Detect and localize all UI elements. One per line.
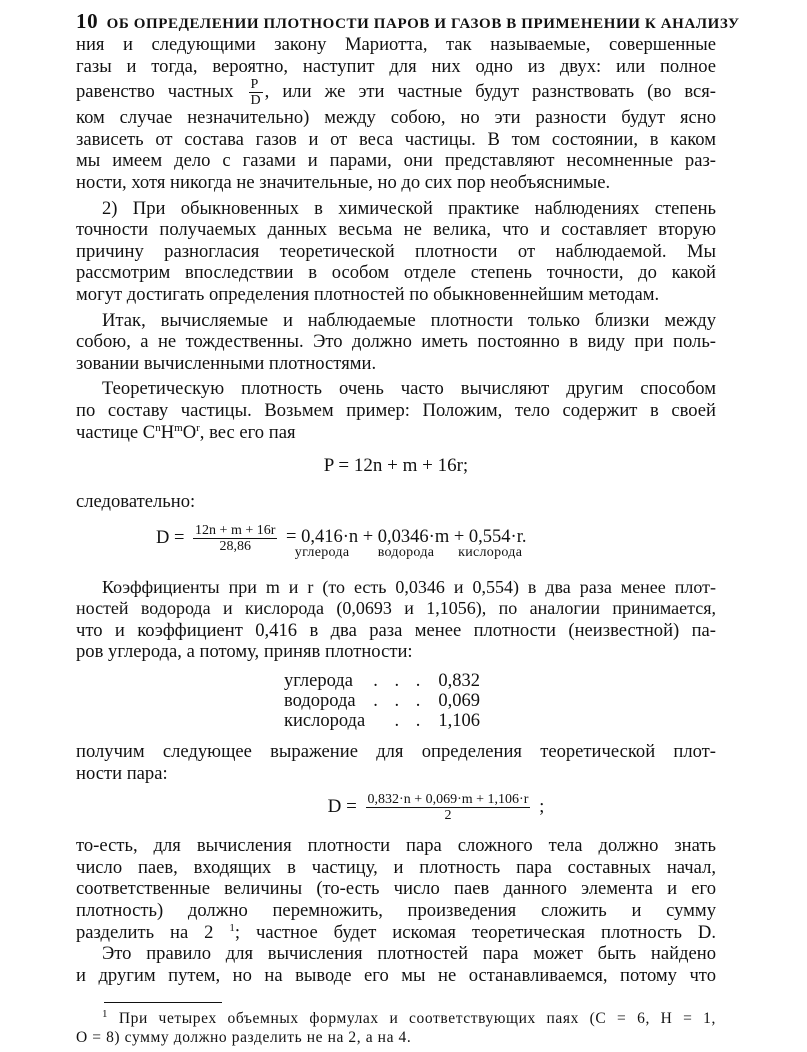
text-line: Коэффициенты при m и r (то есть 0,0346 и 0,554) в два раза менее плот- [102,576,716,597]
text-line: собою, а не тождественны. Это должно иметь постоянно в виду при поль- [76,331,716,353]
footnote-ref: 1 [229,921,235,934]
term-text: = 0,416·n [286,527,359,548]
equation-body [156,522,527,561]
fraction-denominator: D [250,93,261,109]
text-line: зовании вычисленными плотностями. [76,352,377,374]
paragraph-3 [76,310,716,375]
fraction-numerator: 0,832·n + 0,069·m + 1,106·r [367,792,529,808]
text-line: то-есть, для вычисления плотности пара сложного тела должно знать [76,835,716,857]
text-span: равенство частных [76,81,234,103]
text-line: следовательно: [76,491,196,513]
text-line: могут достигать определения плотностей по обыкновеннейшим методам. [76,283,660,305]
equation-lhs: D = [156,527,185,548]
text-line: 2) При обыкновенных в химической практике наблюдениях степень [102,197,716,219]
superscript: n [155,421,161,434]
text-span: H [160,421,175,443]
text-line [76,422,716,444]
term-carbon [286,527,359,561]
text-line: O = 8) сумму должно разделить не на 2, а на 4. [76,1029,412,1047]
leader-dots: . . [394,711,427,732]
text-line: соответственные величины (то-есть число паев данного элемента и его [76,878,716,900]
text-line: получим следующее выражение для определения теоретической плот- [76,741,716,763]
paragraph-7 [76,835,716,943]
equation-weight: P = 12n + m + 16r; [323,455,469,477]
element-name: водорода [284,691,356,712]
element-value: 1,106 [438,711,480,732]
text-line [76,77,716,107]
text-line [76,1009,716,1028]
page-number: 10 [76,9,99,33]
book-page [76,8,740,1047]
fraction-numerator: P [249,77,263,93]
text-line: точности получаемых данных весьма не велика, что и составляет вторую [76,219,716,241]
text-line: плотность) должно перемножить, произведения сложить и сумму [76,900,716,922]
fraction-denominator: 2 [444,808,452,824]
equation-theoretical-density [156,792,716,823]
density-values-table [284,671,480,731]
term-label: кислорода [458,545,523,561]
text-line: газы и тогда, вероятно, наступит для них одно из двух: или полное [76,55,716,77]
text-span: При четырех объемных формулах и соответствующих паях (C = 6, H = 1, [118,1010,716,1028]
leader-dots: . . . [373,691,427,712]
superscript: r [196,421,200,434]
table-row [284,711,480,731]
element-value: 0,069 [438,691,480,712]
element-value: 0,832 [438,671,480,692]
paragraph-6 [76,741,716,784]
text-line: ния и следующими закону Мариотта, так называемые, совершенные [76,34,716,55]
text-line: ности пара: [76,762,168,784]
fraction-numerator: 12n + m + 16r [195,522,276,538]
term-label: углерода [294,545,350,561]
fraction-denominator: 28,86 [219,538,251,554]
text-line: ком случае незначительно) между собою, но эти разности будут ясно [76,107,716,129]
table-row [284,691,480,711]
equation-lhs: D = [327,796,357,818]
leader-dots: . . . [373,671,427,692]
text-line: мы имеем дело с газами и парами, они представляют несомненные раз- [76,150,716,172]
element-name: кислорода [284,711,366,732]
text-line [76,922,716,944]
table-row [284,671,480,691]
footnote [76,1009,716,1047]
text-line: по составу частицы. Возьмем пример: Положим, тело содержит в своей [76,399,716,421]
paragraph-5 [76,577,716,663]
term-text: + 0,0346·m [362,527,450,548]
element-name: углерода [284,671,353,692]
text-line: Это правило для вычисления плотностей пара может быть найдено [102,943,716,965]
text-line: ностей водорода и кислорода (0,0693 и 1,1056), по аналогии принимается, [76,598,716,619]
text-line: что и коэффициент 0,416 в два раза менее плотности (неизвестной) па- [76,619,716,641]
fraction-sum-over-2 [366,792,531,823]
equation-density [76,521,716,571]
text-span: частице C [76,421,156,443]
running-header [76,8,740,34]
text-line: причину разногласия теоретической плотности от наблюдаемой. Мы [76,240,716,262]
term-text: + 0,554·r. [453,527,527,548]
text-line: число паев, входящих в частицу, и плотность пара составных начал, [76,856,716,878]
text-line: рассмотрим впоследствии в особом отделе степень точности, до какой [76,262,716,284]
term-label: водорода [377,545,435,561]
text-span: O [182,421,197,443]
text-span: , вес его пая [199,421,296,443]
text-span: , или же эти частные будут разнствовать (во вся- [264,81,716,103]
fraction-weight-over-2886 [193,523,277,554]
footnote-mark: 1 [102,1008,109,1021]
paragraph-sledovatelno [76,491,716,513]
text-line: ности, хотя никогда не значительные, но до сих пор необъяснимые. [76,171,611,193]
paragraph-2 [76,198,716,306]
text-line: зависеть от состава газов и от веса частицы. В том состоянии, в каком [76,128,716,150]
text-line: Итак, вычисляемые и наблюдаемые плотности только близки между [102,309,716,331]
text-span: разделить на 2 [76,921,214,943]
text-line: ров углерода, а потому, приняв плотности: [76,641,413,663]
paragraph-8 [76,943,716,986]
text-line: Теоретическую плотность очень часто вычисляют другим способом [102,378,716,400]
term-oxygen [453,527,527,561]
running-title: ОБ ОПРЕДЕЛЕНИИ ПЛОТНОСТИ ПАРОВ И ГАЗОВ В ПРИМЕНЕНИИ К АНАЛИЗУ [106,16,740,32]
fraction-p-over-d [249,77,263,108]
paragraph-1 [76,34,716,194]
paragraph-4 [76,378,716,443]
term-hydrogen [362,527,450,561]
equation-tail: ; [539,796,545,818]
footnote-divider [104,1002,222,1003]
superscript: m [174,421,183,434]
text-line: и другим путем, но на выводе его мы не останавливаемся, потому что [76,964,716,986]
text-span: ; частное будет искомая теоретическая плотность D. [234,921,716,943]
